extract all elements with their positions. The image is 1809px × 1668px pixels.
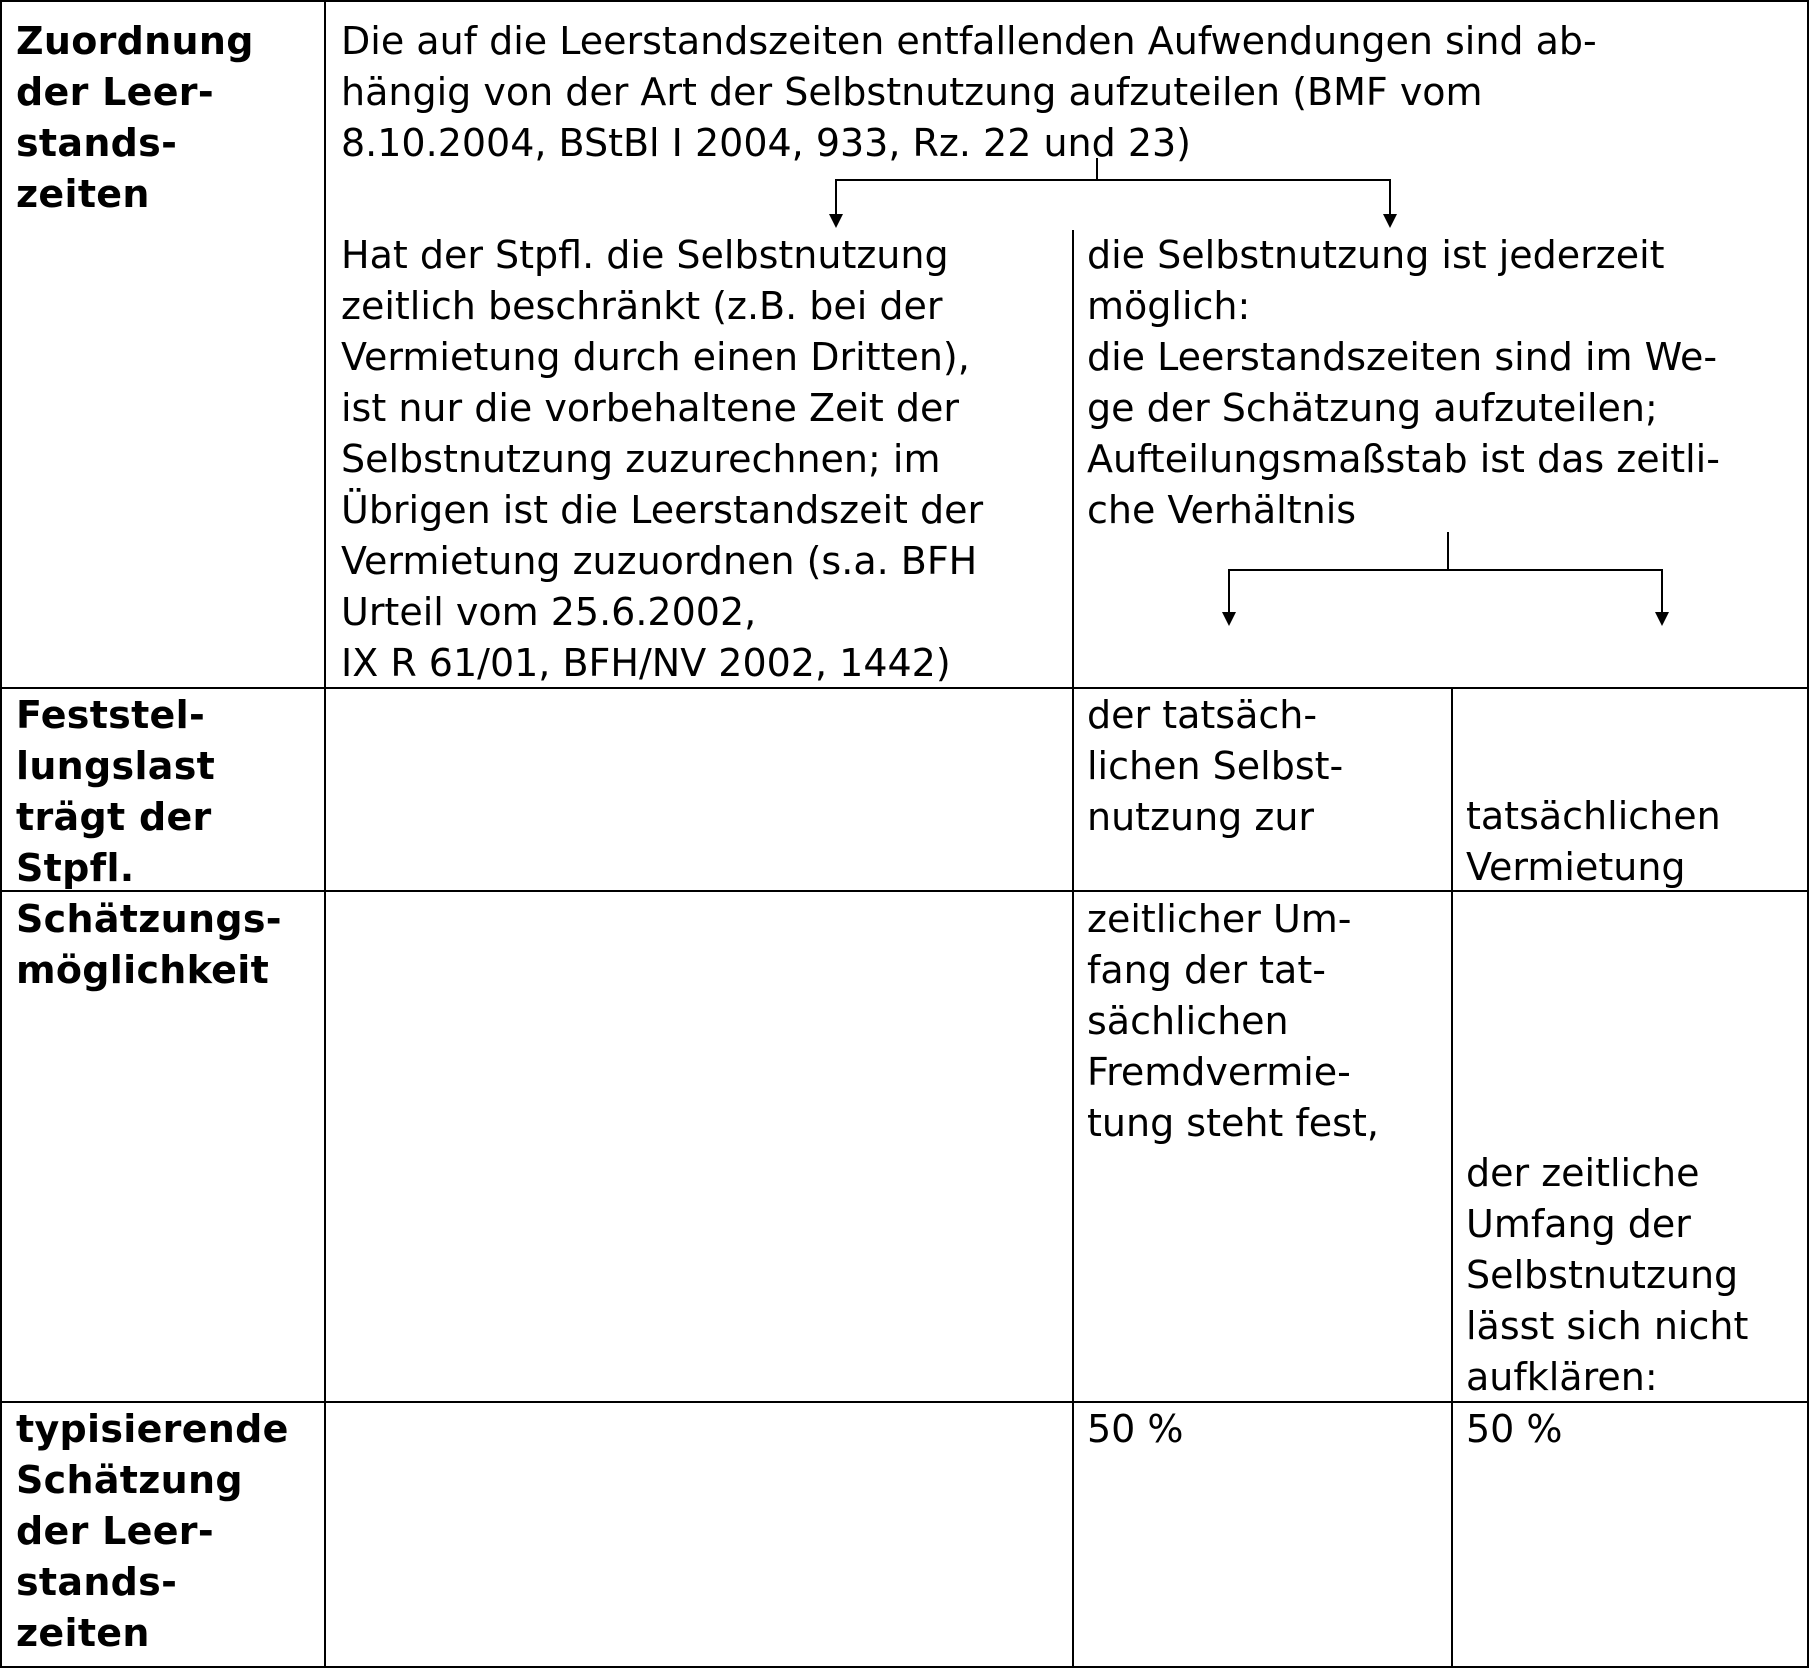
row-label-zuordnung: Zuordnung der Leer- stands- zeiten [16, 19, 254, 216]
schaetzung-col3: zeitlicher Um- fang der tat- sächlichen Fremdvermie- tung steht fest, [1087, 897, 1379, 1145]
schaetzung-col4: der zeitliche Umfang der Selbstnutzung lässt sich nicht aufklären: [1466, 1151, 1749, 1399]
feststellungslast-col4: tatsächlichen Vermietung [1466, 794, 1721, 889]
column-divider-3 [1451, 688, 1453, 1668]
branch-left-text: Hat der Stpfl. die Selbstnutzung zeitlich beschränkt (z.B. bei der Vermietung durch einen Dritten), ist nur die vorbehaltene Zeit der Selbstnutzung zuzurechnen; im Übrigen ist die Leerstandszeit der Vermietung zuzuordnen (s.a. BFH Urteil vom 25.6.2002, IX R 61/01, BFH/NV 2002, 1442) [341, 233, 984, 685]
branch-right-text: die Selbstnutzung ist jederzeit möglich: die Leerstandszeiten sind im We- ge der Schätzung aufzuteilen; Aufteilungsmaßstab ist das zeitli- che Verhältnis [1087, 233, 1720, 532]
feststellungslast-col3: der tatsäch- lichen Selbst- nutzung zur [1087, 693, 1344, 839]
row-label-schaetzung: Schätzungs- möglichkeit [16, 897, 282, 992]
typisierend-col4: 50 % [1466, 1407, 1563, 1451]
row-label-typisierend: typisierende Schätzung der Leer- stands- zeiten [16, 1407, 289, 1655]
row-label-feststellungslast: Feststel- lungslast trägt der Stpfl. [16, 693, 216, 890]
typisierend-col3: 50 % [1087, 1407, 1184, 1451]
intro-text: Die auf die Leerstandszeiten entfallenden Aufwendungen sind ab- hängig von der Art der Selbstnutzung aufzuteilen (BMF vom 8.10.2004, BStBl I 2004, 933, Rz. 22 und 23) [341, 19, 1597, 165]
